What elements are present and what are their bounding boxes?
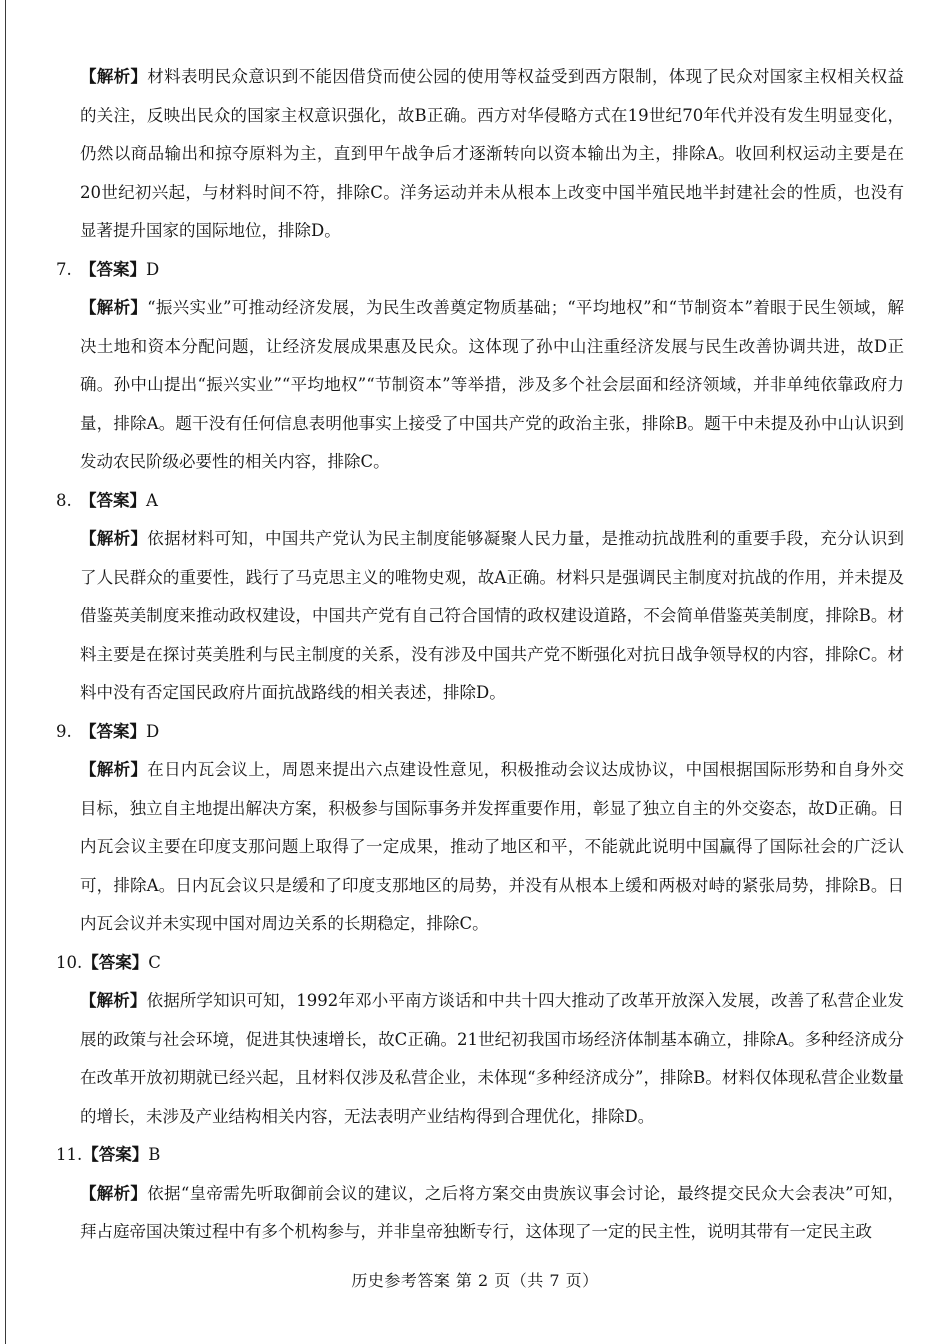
intro-explanation-block — [56, 58, 904, 251]
question-item-11 — [56, 1136, 904, 1252]
answer-label: 【答案】 — [82, 1145, 149, 1164]
explanation-paragraph — [56, 751, 904, 944]
explanation-label: 【解析】 — [80, 529, 148, 548]
answer-line — [56, 944, 904, 983]
answer-value: D — [146, 259, 160, 279]
answer-label: 【答案】 — [80, 490, 146, 510]
question-item-7 — [56, 251, 904, 482]
question-item-10 — [56, 944, 904, 1137]
question-number: 7. — [56, 259, 72, 279]
explanation-label: 【解析】 — [80, 760, 148, 779]
explanation-text: “振兴实业”可推动经济发展，为民生改善奠定物质基础；“平均地权”和“节制资本”着眼于民生领域，解决土地和资本分配问题，让经济发展成果惠及民众。这体现了孙中山注重经济发展与民生改善协调共进，故D正确。孙中山提出“振兴实业”“平均地权”“节制资本”等举措，涉及多个社会层面和经济领域，并非单纯依靠政府力量，排除A。题干没有任何信息表明他事实上接受了中国共产党的政治主张，排除B。题干中未提及孙中山认识到发动农民阶级必要性的相关内容，排除C。 — [80, 298, 904, 471]
answer-line — [56, 482, 904, 521]
explanation-label: 【解析】 — [80, 298, 148, 317]
question-item-9 — [56, 713, 904, 944]
explanation-text: 依据材料可知，中国共产党认为民主制度能够凝聚人民力量，是推动抗战胜利的重要手段，充分认识到了人民群众的重要性，践行了马克思主义的唯物史观，故A正确。材料只是强调民主制度对抗战的作用，并未提及借鉴英美制度来推动政权建设，中国共产党有自己符合国情的政权建设道路，不会简单借鉴英美制度，排除B。材料主要是在探讨英美胜利与民主制度的关系，没有涉及中国共产党不断强化对抗日战争领导权的内容，排除C。材料中没有否定国民政府片面抗战路线的相关表述，排除D。 — [80, 529, 905, 702]
answer-content — [56, 58, 904, 1252]
intro-explanation — [56, 58, 904, 251]
question-number: 11. — [56, 1145, 83, 1164]
explanation-paragraph — [56, 520, 904, 713]
answer-value: C — [148, 952, 161, 972]
answer-line — [56, 713, 904, 752]
question-number: 8. — [56, 490, 72, 510]
answer-line — [56, 1136, 904, 1175]
answer-line — [56, 251, 904, 290]
answer-value: D — [146, 721, 160, 741]
answer-value: B — [148, 1145, 161, 1164]
question-item-8 — [56, 482, 904, 713]
explanation-text: 依据所学知识可知，1992年邓小平南方谈话和中共十四大推动了改革开放深入发展，改善了私营企业发展的政策与社会环境，促进其快速增长，故C正确。21世纪初我国市场经济体制基本确立，排除A。多种经济成分在改革开放初期就已经兴起，且材料仅涉及私营企业，未体现“多种经济成分”，排除B。材料仅体现私营企业数量的增长，未涉及产业结构相关内容，无法表明产业结构得到合理优化，排除D。 — [80, 991, 905, 1126]
explanation-paragraph — [56, 982, 904, 1136]
page-left-border — [5, 0, 6, 1344]
explanation-label: 【解析】 — [80, 1183, 148, 1203]
explanation-text: 在日内瓦会议上，周恩来提出六点建设性意见，积极推动会议达成协议，中国根据国际形势和自身外交目标，独立自主地提出解决方案，积极参与国际事务并发挥重要作用，彰显了独立自主的外交姿态，故D正确。日内瓦会议主要在印度支那问题上取得了一定成果，推动了地区和平，不能就此说明中国赢得了国际社会的广泛认可，排除A。日内瓦会议只是缓和了印度支那地区的局势，并没有从根本上缓和两极对峙的紧张局势，排除B。日内瓦会议并未实现中国对周边关系的长期稳定，排除C。 — [80, 760, 905, 933]
explanation-label: 【解析】 — [80, 991, 147, 1010]
question-number: 9. — [56, 721, 72, 741]
explanation-paragraph — [56, 1175, 904, 1252]
question-number: 10. — [56, 952, 83, 972]
answer-value: A — [146, 490, 158, 510]
answer-label: 【答案】 — [80, 259, 146, 279]
explanation-paragraph — [56, 289, 904, 482]
answer-label: 【答案】 — [80, 721, 146, 741]
page-footer: 历史参考答案 第 2 页（共 7 页） — [351, 1271, 599, 1290]
explanation-label: 【解析】 — [80, 67, 148, 86]
explanation-text: 依据“皇帝需先听取御前会议的建议，之后将方案交由贵族议事会讨论，最终提交民众大会表决”可知，拜占庭帝国决策过程中有多个机构参与，并非皇帝独断专行，这体现了一定的民主性，说明其带有一定民主政 — [80, 1183, 905, 1241]
answer-label: 【答案】 — [82, 952, 149, 972]
explanation-text: 材料表明民众意识到不能因借贷而使公园的使用等权益受到西方限制，体现了民众对国家主权相关权益的关注，反映出民众的国家主权意识强化，故B正确。西方对华侵略方式在19世纪70年代并没有发生明显变化，仍然以商品输出和掠夺原料为主，直到甲午战争后才逐渐转向以资本输出为主，排除A。收回利权运动主要是在20世纪初兴起，与材料时间不符，排除C。洋务运动并未从根本上改变中国半殖民地半封建社会的性质，也没有显著提升国家的国际地位，排除D。 — [80, 67, 905, 240]
